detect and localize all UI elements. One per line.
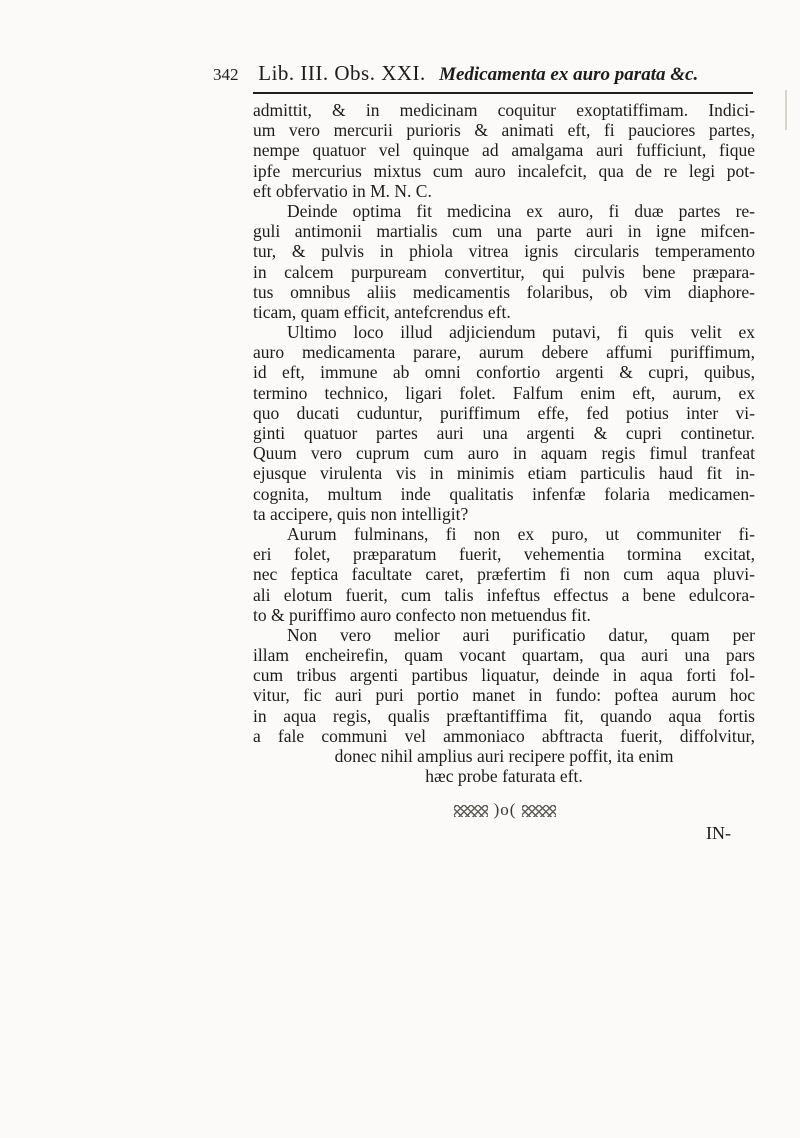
text-line: eft obfervatio in M. N. C. (253, 180, 432, 201)
text-line: id eft, immune ab omni confortio argenti & cupri, quibus, (253, 362, 755, 383)
text-line: nempe quatuor vel quinque ad amalgama auri fufficiunt, fique (253, 140, 755, 161)
body-text (253, 100, 755, 786)
ornament-hatch-right (522, 805, 556, 817)
text-line: ta accipere, quis non intelligit? (253, 503, 469, 524)
text-line: a fale communi vel ammoniaco abftracta fuerit, diffolvitur, (253, 725, 755, 746)
text-line: nec feptica facultate caret, præfertim fi non cum aqua pluvi- (253, 564, 755, 585)
paragraph-first-line: Deinde optima fit medicina ex auro, fi duæ partes re- (287, 200, 755, 221)
text-line: ejusque virulenta vis in minimis etiam particulis haud fit in- (253, 463, 755, 484)
paragraph-first-line: Aurum fulminans, fi non ex puro, ut communiter fi- (287, 523, 755, 544)
page-header (213, 58, 758, 88)
text-line: tur, & pulvis in phiola vitrea ignis circularis temperamento (253, 241, 755, 262)
text-line: ginti quatuor partes auri una argenti & cupri continetur. (253, 423, 755, 443)
text-line: hæc probe faturata eft. (425, 766, 583, 787)
text-line: cognita, multum inde qualitatis infenfæ folaria medicamen- (253, 483, 755, 504)
catchword: IN- (706, 823, 731, 843)
text-line: in aqua regis, qualis præftantiffima fit, quando aqua fortis (253, 705, 755, 726)
paragraph-first-line: Ultimo loco illud adjiciendum putavi, fi quis velit ex (287, 322, 755, 343)
ornament-glyph: )o( (493, 800, 517, 819)
text-line: donec nihil amplius auri recipere poffit, ita enim (334, 746, 674, 766)
text-line: ipfe mercurius mixtus cum auro incalefcit, qua de re legi pot- (253, 160, 755, 181)
text-line: to & puriffimo auro confecto non metuendus fit. (253, 604, 591, 625)
end-ornament (430, 798, 580, 822)
text-line: termino technico, ligari folet. Falfum enim eft, aurum, ex (253, 382, 755, 403)
ornament-hatch-left (454, 805, 488, 817)
text-line: vitur, fic auri puri portio manet in fundo: poftea aurum hoc (253, 685, 755, 706)
running-head: Lib. III. Obs. XXI. (258, 61, 426, 85)
text-line: auro medicamenta parare, aurum debere affumi puriffimum, (253, 342, 755, 363)
text-line: ali elotum fuerit, cum talis infeftus effectus a bene edulcora- (253, 584, 755, 605)
text-line: admittit, & in medicinam coquitur exoptatiffimam. Indici- (253, 100, 755, 120)
text-line: cum tribus argenti partibus liquatur, deinde in aqua forti fol- (253, 665, 755, 686)
text-line: um vero mercurii purioris & animati eft, fi pauciores partes, (253, 120, 755, 141)
text-line: quo ducati cuduntur, puriffimum effe, fed potius inter vi- (253, 402, 755, 423)
text-line: ticam, quam efficit, antefcrendus eft. (253, 301, 511, 322)
text-line: guli antimonii martialis cum una parte auri in igne mifcen- (253, 221, 755, 242)
running-title: Medicamenta ex auro parata &c. (439, 64, 699, 85)
page-edge-mark (785, 90, 787, 130)
text-line: tus omnibus aliis medicamentis folaribus, ob vim diaphore- (253, 281, 755, 302)
page-number: 342 (213, 65, 239, 84)
paragraph-first-line: Non vero melior auri purificatio datur, quam per (287, 624, 755, 645)
text-line: in calcem purpuream convertitur, qui pulvis bene præpara- (253, 261, 755, 282)
header-rule (253, 92, 753, 94)
text-line: eri folet, præparatum fuerit, vehementia tormina excitat, (253, 544, 755, 565)
text-line: illam encheirefin, quam vocant quartam, qua auri una pars (253, 645, 755, 666)
text-line: Quum vero cuprum cum auro in aquam regis fimul tranfeat (253, 443, 755, 464)
